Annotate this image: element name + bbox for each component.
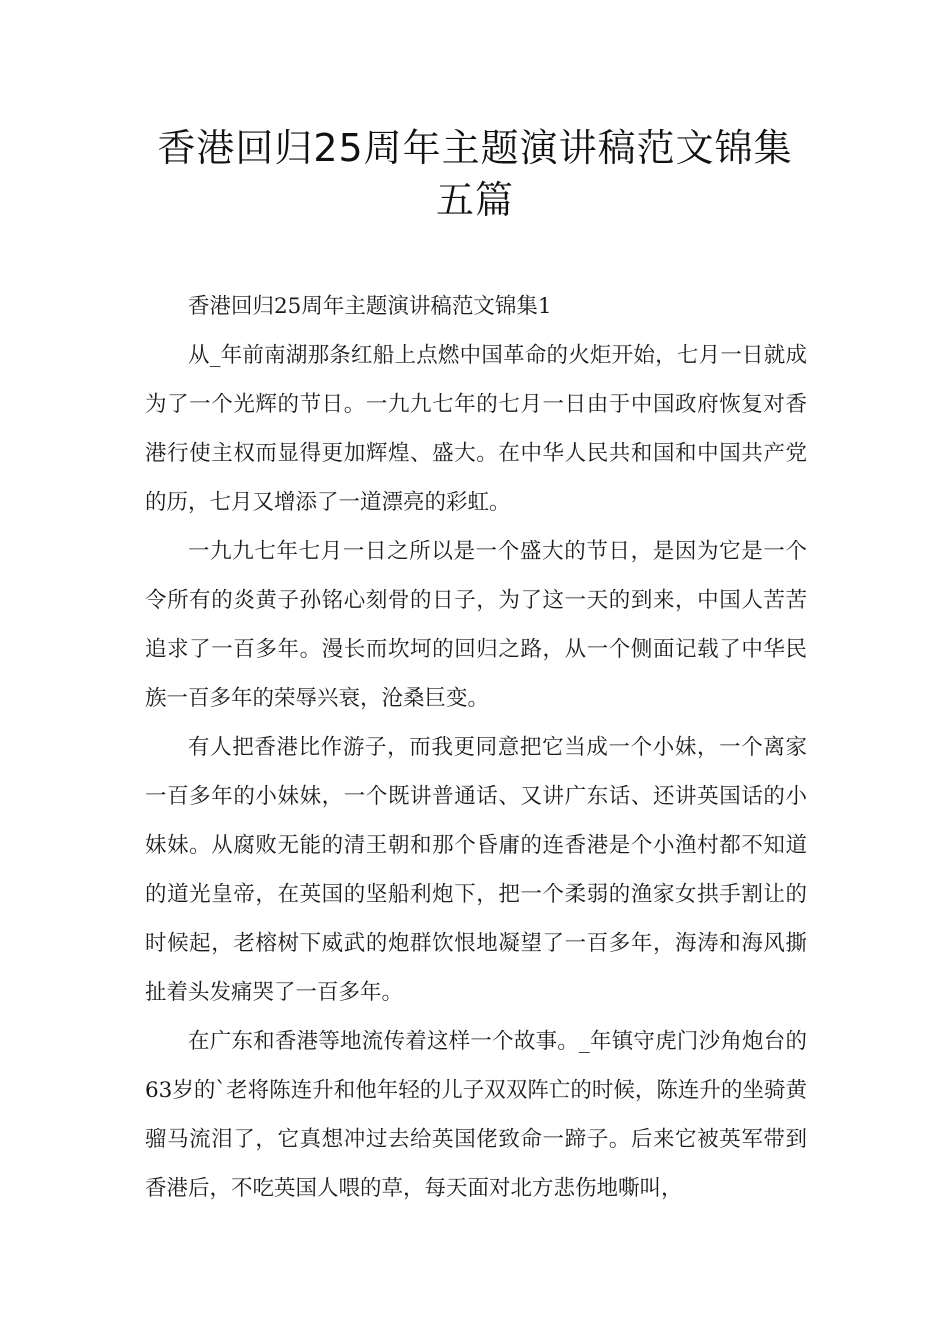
paragraph: 有人把香港比作游子，而我更同意把它当成一个小妹，一个离家一百多年的小妹妹，一个既讲普通话、又讲广东话、还讲英国话的小妹妹。从腐败无能的清王朝和那个昏庸的连香港是个小渔村都不知道的道光皇帝，在英国的坚船利炮下，把一个柔弱的渔家女拱手割让的时候起，老榕树下威武的炮群饮恨地凝望了一百多年，海涛和海风撕扯着头发痛哭了一百多年。 — [145, 735, 807, 1005]
section-heading: 香港回归25周年主题演讲稿范文锦集1 — [188, 294, 552, 319]
title-line-1: 香港回归25周年主题演讲稿范文锦集 — [157, 126, 793, 170]
paragraph: 一九九七年七月一日之所以是一个盛大的节日，是因为它是一个令所有的炎黄子孙铭心刻骨的日子，为了这一天的到来，中国人苦苦追求了一百多年。漫长而坎坷的回归之路，从一个侧面记载了中华民族一百多年的荣辱兴衰，沧桑巨变。 — [145, 539, 807, 711]
paragraph: 在广东和香港等地流传着这样一个故事。_年镇守虎门沙角炮台的63岁的`老将陈连升和他年轻的儿子双双阵亡的时候，陈连升的坐骑黄骝马流泪了，它真想冲过去给英国佬致命一蹄子。后来它被英军带到香港后，不吃英国人喂的草，每天面对北方悲伤地嘶叫， — [145, 1029, 807, 1201]
document-title — [120, 122, 830, 226]
paragraph: 从_年前南湖那条红船上点燃中国革命的火炬开始，七月一日就成为了一个光辉的节日。一九九七年的七月一日由于中国政府恢复对香港行使主权而显得更加辉煌、盛大。在中华人民共和国和中国共产党的历，七月又增添了一道漂亮的彩虹。 — [145, 343, 807, 515]
document-body — [145, 282, 807, 1213]
title-line-2: 五篇 — [435, 178, 514, 222]
